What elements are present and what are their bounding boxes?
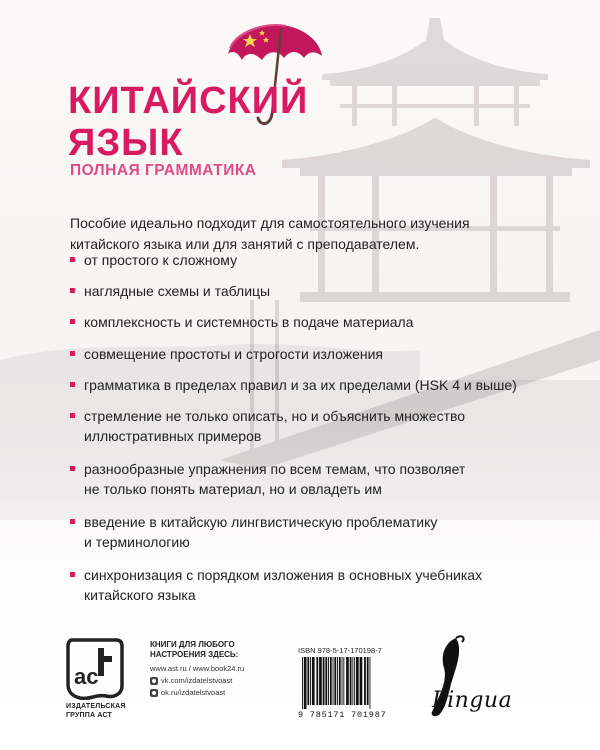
- promo-vk-link[interactable]: vk.com/izdatelstvoast: [161, 676, 233, 685]
- lingua-imprint: [432, 632, 522, 724]
- feature-item-line: не только понять материал, но и овладеть им: [84, 481, 382, 497]
- vk-icon: [150, 677, 158, 685]
- publisher-caption: [66, 702, 126, 720]
- barcode-bar: [350, 657, 352, 705]
- feature-item-line: грамматика в пределах правил и за их пределами (HSK 4 и выше): [84, 377, 517, 393]
- feature-item-line: синхронизация с порядком изложения в основных учебниках: [84, 567, 483, 583]
- barcode-bar: [337, 657, 338, 705]
- book-title: [68, 80, 308, 164]
- ast-logo-text: ас: [74, 664, 99, 689]
- barcode-bar: [312, 657, 315, 705]
- feature-item: [70, 344, 383, 364]
- ast-logo-icon: [66, 638, 124, 700]
- barcode-image: [298, 657, 406, 709]
- barcode-bar: [304, 657, 307, 709]
- barcode-bar: [325, 657, 327, 705]
- feature-item: [70, 312, 413, 332]
- intro-paragraph: Пособие идеально подходит для самостоятельного изучения китайского языка или для занятий с преподавателем.: [70, 215, 470, 252]
- feature-item-line: совмещение простоты и строгости изложения: [84, 346, 383, 362]
- feature-item: [70, 375, 517, 395]
- barcode-bar: [334, 657, 336, 705]
- barcode-bar: [333, 657, 334, 705]
- barcode-bar: [370, 657, 371, 709]
- ok-icon: [150, 689, 158, 697]
- feature-item: [70, 281, 270, 301]
- barcode-bar: [316, 657, 318, 705]
- promo-title: [150, 640, 290, 660]
- book-title-line2: ЯЗЫК: [68, 122, 184, 164]
- promo-block: [150, 640, 290, 699]
- promo-ok-link[interactable]: ok.ru/izdatelstvoast: [161, 688, 226, 697]
- promo-sites-row: [150, 663, 290, 675]
- barcode-bar: [346, 657, 349, 705]
- promo-title-line1: КНИГИ ДЛЯ ЛЮБОГО: [150, 640, 235, 649]
- barcode-digits: 9 785171 701987: [298, 710, 387, 720]
- barcode-bar: [354, 657, 355, 705]
- feature-item-line: китайского языка: [84, 587, 196, 603]
- feature-item-line: введение в китайскую лингвистическую проблематику: [84, 514, 438, 530]
- feature-item-line: стремление не только описать, но и объяснить множество: [84, 408, 466, 424]
- feature-item: [70, 250, 237, 270]
- barcode-bar: [342, 657, 343, 705]
- promo-vk-row: [150, 675, 290, 687]
- book-subtitle: ПОЛНАЯ ГРАММАТИКА: [70, 162, 257, 179]
- barcode-bar: [352, 657, 353, 705]
- barcode-bar: [323, 657, 325, 705]
- feature-item-line: наглядные схемы и таблицы: [84, 283, 271, 299]
- barcode-bar: [307, 657, 309, 705]
- promo-sites-link[interactable]: www.ast.ru / www.book24.ru: [150, 664, 245, 673]
- publisher-caption-line1: ИЗДАТЕЛЬСКАЯ: [66, 703, 126, 710]
- feature-item-line: от простого к сложному: [84, 252, 238, 268]
- feature-item-line: комплексность и системность в подаче материала: [84, 314, 414, 330]
- isbn-barcode: [298, 646, 410, 720]
- barcode-bar: [330, 657, 332, 705]
- promo-ok-row: [150, 687, 290, 699]
- feature-item: [70, 565, 482, 605]
- barcode-bar: [364, 657, 366, 705]
- book-title-line1: КИТАЙСКИЙ: [68, 80, 309, 122]
- feature-item: [70, 512, 437, 552]
- barcode-bar: [356, 657, 359, 705]
- lingua-wordmark: Lingua: [432, 688, 513, 713]
- feature-item-line: иллюстративных примеров: [84, 428, 262, 444]
- barcode-bar: [310, 657, 311, 705]
- barcode-bar: [360, 657, 363, 705]
- barcode-bar: [343, 657, 344, 705]
- feature-item: [70, 459, 465, 499]
- barcode-bar: [328, 657, 329, 705]
- publisher-caption-line2: ГРУППА АСТ: [66, 712, 112, 719]
- feature-item-line: и терминологию: [84, 534, 190, 550]
- feature-item: [70, 406, 465, 446]
- isbn-number: ISBN 978-5-17-170198-7: [298, 646, 382, 655]
- barcode-bar: [339, 657, 341, 705]
- feature-item-line: разнообразные упражнения по всем темам, что позволяет: [84, 461, 466, 477]
- barcode-bar: [302, 657, 303, 709]
- barcode-bar: [319, 657, 322, 705]
- barcode-bar: [367, 657, 369, 705]
- promo-title-line2: НАСТРОЕНИЯ ЗДЕСЬ:: [150, 650, 239, 659]
